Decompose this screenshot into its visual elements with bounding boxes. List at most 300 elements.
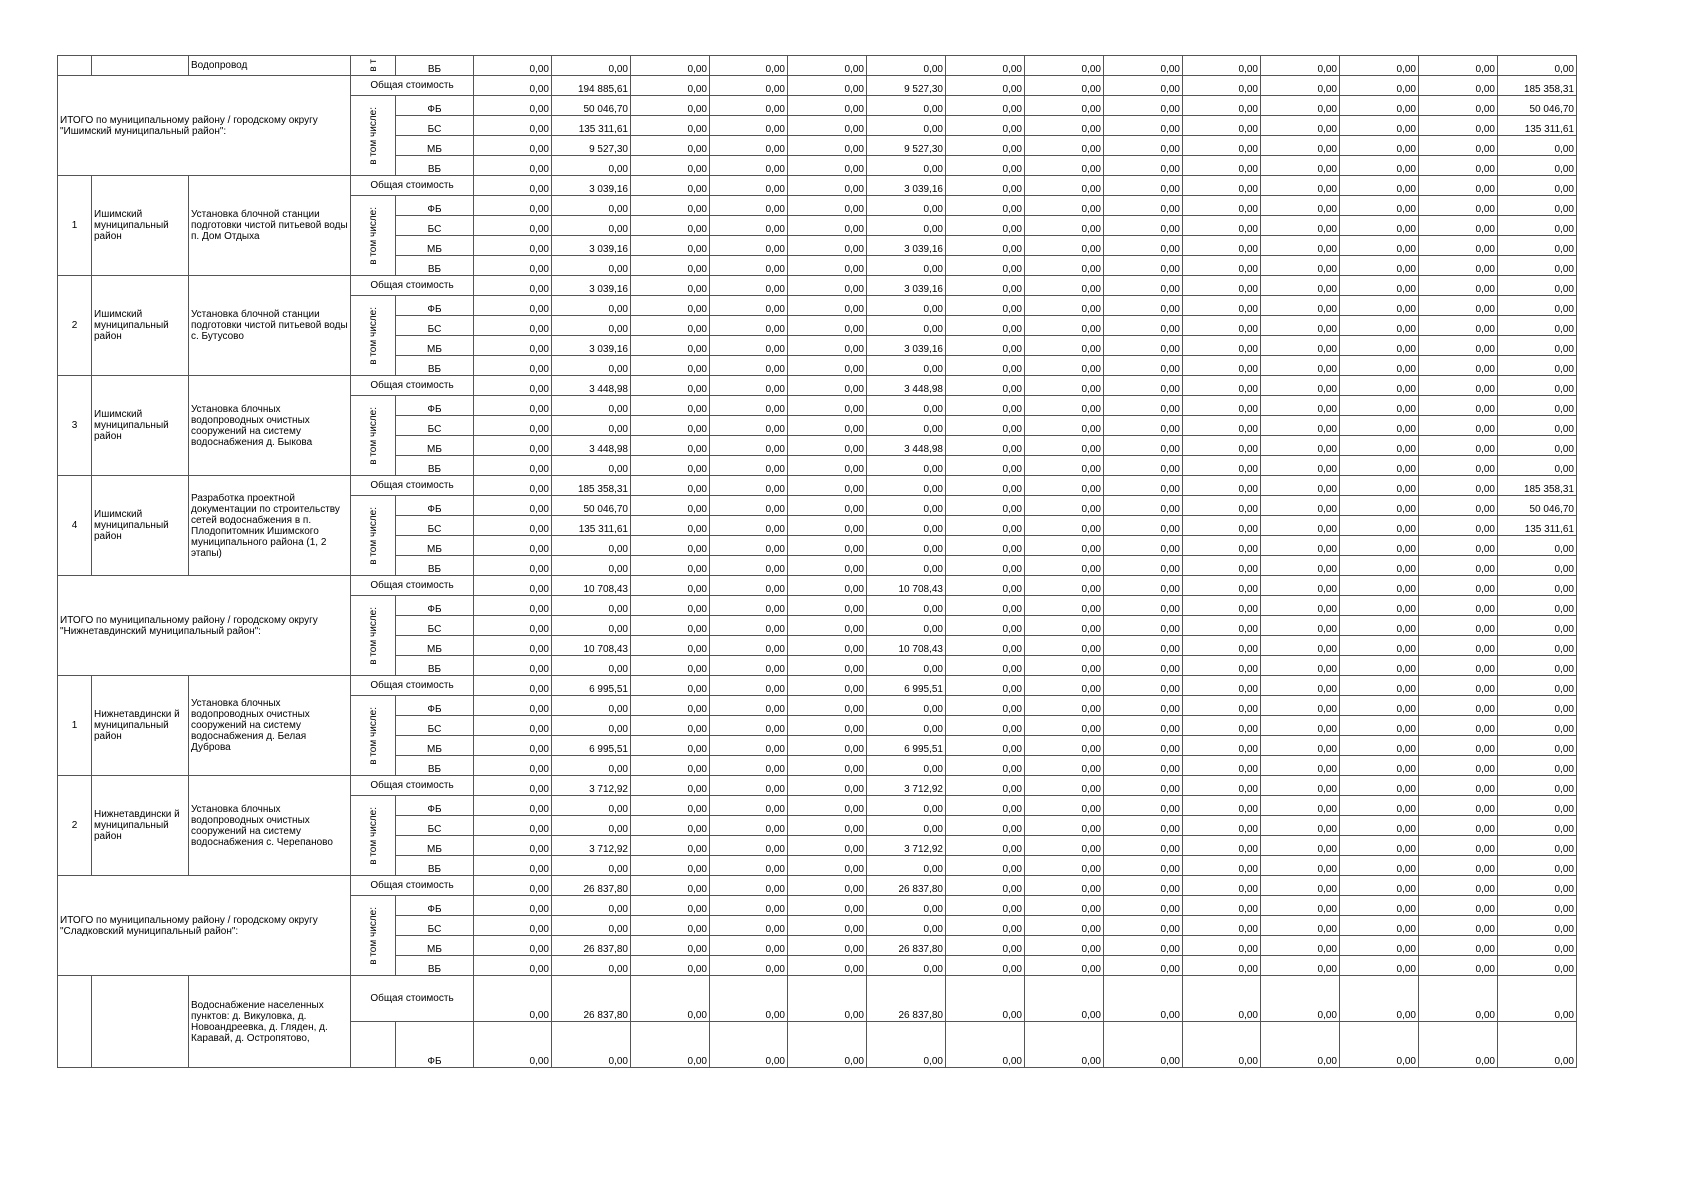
value-cell: 0,00 (1025, 916, 1104, 936)
value-cell: 0,00 (1183, 676, 1261, 696)
value-cell: 0,00 (1183, 256, 1261, 276)
total-title-cell: ИТОГО по муниципальному району / городскому округу "Ишимский муниципальный район": (58, 76, 351, 176)
value-cell: 0,00 (1498, 896, 1577, 916)
value-cell: 0,00 (1340, 796, 1419, 816)
value-cell: 0,00 (1025, 436, 1104, 456)
value-cell: 0,00 (710, 136, 788, 156)
value-cell: 0,00 (474, 836, 552, 856)
value-cell: 0,00 (474, 436, 552, 456)
value-cell: 0,00 (710, 656, 788, 676)
value-cell: 0,00 (474, 316, 552, 336)
value-cell: 0,00 (1183, 196, 1261, 216)
value-cell: 0,00 (1183, 316, 1261, 336)
value-cell: 0,00 (1340, 216, 1419, 236)
value-cell: 0,00 (1025, 396, 1104, 416)
value-cell: 0,00 (1025, 676, 1104, 696)
value-cell: 0,00 (631, 156, 710, 176)
value-cell: 0,00 (1340, 516, 1419, 536)
value-cell: 0,00 (946, 656, 1025, 676)
value-cell: 0,00 (1419, 196, 1498, 216)
value-cell: 0,00 (1498, 616, 1577, 636)
value-cell: 0,00 (1261, 836, 1340, 856)
value-cell: 0,00 (710, 756, 788, 776)
value-cell: 3 039,16 (867, 336, 946, 356)
value-cell: 0,00 (1261, 556, 1340, 576)
value-cell: 0,00 (1498, 336, 1577, 356)
value-cell: 0,00 (1419, 516, 1498, 536)
value-cell: 0,00 (1419, 956, 1498, 976)
value-cell: 0,00 (867, 456, 946, 476)
value-cell: 0,00 (867, 916, 946, 936)
value-cell: 0,00 (1261, 736, 1340, 756)
value-cell: 0,00 (1025, 836, 1104, 856)
value-cell: 9 527,30 (867, 76, 946, 96)
value-cell: 0,00 (946, 836, 1025, 856)
source-code-cell: БС (396, 716, 474, 736)
value-cell: 0,00 (710, 816, 788, 836)
value-cell: 0,00 (1183, 796, 1261, 816)
value-cell: 0,00 (474, 396, 552, 416)
value-cell: 0,00 (1498, 156, 1577, 176)
value-cell: 0,00 (1183, 496, 1261, 516)
value-cell: 0,00 (1498, 576, 1577, 596)
item-number-cell: 3 (58, 376, 92, 476)
value-cell: 0,00 (1261, 636, 1340, 656)
value-cell: 0,00 (1419, 476, 1498, 496)
value-cell: 0,00 (1183, 116, 1261, 136)
value-cell: 0,00 (474, 336, 552, 356)
table-row (58, 676, 1577, 696)
value-cell: 0,00 (946, 676, 1025, 696)
value-cell: 0,00 (1419, 176, 1498, 196)
value-cell: 0,00 (1104, 456, 1183, 476)
value-cell: 0,00 (788, 896, 867, 916)
value-cell: 3 039,16 (867, 236, 946, 256)
value-cell: 0,00 (1340, 156, 1419, 176)
including-label-cell (351, 296, 396, 376)
value-cell: 0,00 (1498, 976, 1577, 1022)
value-cell: 0,00 (788, 1022, 867, 1068)
value-cell: 0,00 (710, 116, 788, 136)
value-cell: 0,00 (946, 776, 1025, 796)
district-cell: Нижнетавдински й муниципальный район (92, 776, 189, 876)
value-cell: 0,00 (1261, 676, 1340, 696)
value-cell: 0,00 (1104, 796, 1183, 816)
value-cell: 0,00 (1419, 96, 1498, 116)
value-cell: 0,00 (710, 936, 788, 956)
value-cell: 0,00 (710, 196, 788, 216)
value-cell: 0,00 (1419, 656, 1498, 676)
value-cell: 0,00 (1261, 276, 1340, 296)
budget-table (57, 55, 1577, 1068)
source-code-cell: ВБ (396, 356, 474, 376)
value-cell: 0,00 (788, 576, 867, 596)
value-cell: 0,00 (867, 156, 946, 176)
value-cell: 0,00 (867, 296, 946, 316)
value-cell: 0,00 (1419, 896, 1498, 916)
value-cell: 0,00 (1419, 736, 1498, 756)
value-cell: 0,00 (788, 696, 867, 716)
source-code-cell: ВБ (396, 756, 474, 776)
value-cell: 0,00 (474, 956, 552, 976)
value-cell: 0,00 (1104, 956, 1183, 976)
value-cell: 0,00 (631, 696, 710, 716)
value-cell: 0,00 (474, 156, 552, 176)
value-cell: 0,00 (867, 656, 946, 676)
value-cell: 0,00 (1498, 956, 1577, 976)
object-name-cell: Установка блочных водопроводных очистных сооружений на систему водоснабжения д. Белая Дуброва (189, 676, 351, 776)
value-cell: 0,00 (631, 336, 710, 356)
value-cell: 3 448,98 (552, 376, 631, 396)
source-code-cell: БС (396, 916, 474, 936)
value-cell: 0,00 (1183, 916, 1261, 936)
value-cell: 0,00 (1104, 636, 1183, 656)
value-cell: 0,00 (1419, 416, 1498, 436)
including-label-cell (351, 796, 396, 876)
value-cell: 3 712,92 (552, 776, 631, 796)
value-cell: 0,00 (1261, 176, 1340, 196)
table-row (58, 476, 1577, 496)
value-cell: 0,00 (1025, 616, 1104, 636)
value-cell: 0,00 (631, 256, 710, 276)
value-cell: 0,00 (1419, 356, 1498, 376)
value-cell: 9 527,30 (552, 136, 631, 156)
value-cell: 0,00 (1104, 436, 1183, 456)
value-cell: 0,00 (1261, 856, 1340, 876)
value-cell: 0,00 (1104, 136, 1183, 156)
value-cell: 0,00 (474, 876, 552, 896)
including-label: в том числе: (367, 906, 379, 965)
source-code-cell: ВБ (396, 556, 474, 576)
value-cell: 0,00 (631, 316, 710, 336)
value-cell: 0,00 (788, 316, 867, 336)
value-cell: 0,00 (1183, 476, 1261, 496)
value-cell: 0,00 (1104, 576, 1183, 596)
table-row (58, 976, 1577, 1022)
value-cell: 0,00 (1104, 896, 1183, 916)
value-cell: 0,00 (1261, 716, 1340, 736)
source-code-cell: МБ (396, 836, 474, 856)
value-cell: 0,00 (1340, 456, 1419, 476)
value-cell: 0,00 (1025, 176, 1104, 196)
value-cell: 0,00 (474, 376, 552, 396)
value-cell: 0,00 (1025, 716, 1104, 736)
value-cell: 0,00 (1183, 716, 1261, 736)
value-cell: 0,00 (788, 396, 867, 416)
value-cell: 0,00 (1104, 736, 1183, 756)
value-cell: 0,00 (552, 756, 631, 776)
value-cell: 0,00 (788, 796, 867, 816)
value-cell: 0,00 (710, 456, 788, 476)
value-cell: 0,00 (788, 376, 867, 396)
including-label: в том числе: (367, 806, 379, 865)
value-cell: 0,00 (1419, 816, 1498, 836)
value-cell: 0,00 (946, 536, 1025, 556)
value-cell: 0,00 (474, 456, 552, 476)
value-cell: 0,00 (1025, 976, 1104, 1022)
value-cell: 0,00 (867, 596, 946, 616)
total-title-cell: ИТОГО по муниципальному району / городскому округу "Сладковский муниципальный район": (58, 876, 351, 976)
item-number-cell: 1 (58, 176, 92, 276)
value-cell: 0,00 (710, 876, 788, 896)
value-cell: 0,00 (867, 476, 946, 496)
value-cell: 0,00 (867, 416, 946, 436)
value-cell: 0,00 (946, 796, 1025, 816)
value-cell: 0,00 (631, 116, 710, 136)
value-cell: 0,00 (788, 516, 867, 536)
value-cell: 0,00 (631, 816, 710, 836)
value-cell: 0,00 (788, 436, 867, 456)
value-cell: 0,00 (552, 316, 631, 336)
value-cell: 0,00 (1183, 816, 1261, 836)
value-cell: 0,00 (1025, 736, 1104, 756)
value-cell: 135 311,61 (552, 516, 631, 536)
value-cell: 0,00 (552, 856, 631, 876)
value-cell: 26 837,80 (552, 976, 631, 1022)
value-cell: 0,00 (1025, 576, 1104, 596)
value-cell: 0,00 (1419, 596, 1498, 616)
value-cell: 0,00 (631, 656, 710, 676)
value-cell: 50 046,70 (552, 96, 631, 116)
value-cell: 0,00 (552, 696, 631, 716)
including-label-cell (351, 396, 396, 476)
value-cell: 0,00 (631, 876, 710, 896)
value-cell: 0,00 (788, 136, 867, 156)
value-cell: 0,00 (1261, 416, 1340, 436)
value-cell: 0,00 (946, 136, 1025, 156)
value-cell: 0,00 (1025, 896, 1104, 916)
value-cell: 0,00 (552, 256, 631, 276)
value-cell: 0,00 (1261, 696, 1340, 716)
value-cell: 0,00 (1025, 756, 1104, 776)
value-cell: 0,00 (710, 976, 788, 1022)
value-cell: 0,00 (1498, 56, 1577, 76)
value-cell: 0,00 (1498, 936, 1577, 956)
value-cell: 0,00 (631, 716, 710, 736)
value-cell: 0,00 (710, 596, 788, 616)
value-cell: 0,00 (946, 556, 1025, 576)
value-cell: 0,00 (788, 776, 867, 796)
value-cell: 0,00 (946, 216, 1025, 236)
value-cell: 0,00 (1498, 836, 1577, 856)
value-cell: 0,00 (631, 96, 710, 116)
value-cell: 0,00 (1183, 96, 1261, 116)
value-cell: 0,00 (1261, 956, 1340, 976)
value-cell: 0,00 (1498, 636, 1577, 656)
value-cell: 0,00 (946, 416, 1025, 436)
value-cell: 0,00 (1340, 476, 1419, 496)
value-cell: 0,00 (1498, 296, 1577, 316)
value-cell: 0,00 (710, 896, 788, 916)
including-label: в том числе: (367, 306, 379, 365)
value-cell: 0,00 (710, 836, 788, 856)
value-cell: 0,00 (1340, 376, 1419, 396)
value-cell: 0,00 (867, 696, 946, 716)
value-cell: 0,00 (631, 916, 710, 936)
value-cell: 0,00 (867, 116, 946, 136)
source-code-cell: ФБ (396, 1022, 474, 1068)
value-cell: 0,00 (1340, 136, 1419, 156)
value-cell: 0,00 (710, 916, 788, 936)
value-cell: 0,00 (710, 256, 788, 276)
value-cell: 0,00 (1025, 156, 1104, 176)
value-cell: 3 712,92 (867, 836, 946, 856)
value-cell: 0,00 (631, 276, 710, 296)
value-cell: 0,00 (1419, 976, 1498, 1022)
value-cell: 0,00 (1261, 876, 1340, 896)
value-cell: 0,00 (1261, 296, 1340, 316)
total-row (58, 76, 1577, 96)
value-cell: 0,00 (1104, 216, 1183, 236)
value-cell: 0,00 (1261, 76, 1340, 96)
value-cell: 0,00 (867, 796, 946, 816)
value-cell: 0,00 (474, 496, 552, 516)
value-cell: 0,00 (946, 96, 1025, 116)
value-cell: 0,00 (788, 616, 867, 636)
source-code-cell: ВБ (396, 156, 474, 176)
value-cell: 0,00 (1261, 796, 1340, 816)
value-cell: 0,00 (867, 196, 946, 216)
value-cell: 10 708,43 (867, 576, 946, 596)
value-cell: 0,00 (552, 156, 631, 176)
value-cell: 0,00 (1025, 136, 1104, 156)
value-cell: 0,00 (1419, 316, 1498, 336)
value-cell: 0,00 (710, 776, 788, 796)
value-cell: 0,00 (1104, 276, 1183, 296)
value-cell: 0,00 (1183, 296, 1261, 316)
value-cell: 0,00 (1183, 416, 1261, 436)
value-cell: 0,00 (552, 356, 631, 376)
value-cell: 0,00 (1498, 856, 1577, 876)
district-cell: Ишимский муниципальный район (92, 476, 189, 576)
source-code-cell: МБ (396, 336, 474, 356)
value-cell: 0,00 (552, 296, 631, 316)
value-cell: 0,00 (1025, 936, 1104, 956)
value-cell: 0,00 (1104, 556, 1183, 576)
value-cell: 0,00 (552, 716, 631, 736)
value-cell: 0,00 (1025, 336, 1104, 356)
value-cell: 0,00 (1104, 936, 1183, 956)
including-label-cell (351, 196, 396, 276)
value-cell: 0,00 (1498, 756, 1577, 776)
value-cell: 0,00 (1183, 776, 1261, 796)
value-cell: 0,00 (1261, 156, 1340, 176)
value-cell: 0,00 (474, 936, 552, 956)
value-cell: 0,00 (1104, 616, 1183, 636)
value-cell: 0,00 (946, 616, 1025, 636)
value-cell: 0,00 (474, 696, 552, 716)
object-name-cell: Установка блочной станции подготовки чистой питьевой воды с. Бутусово (189, 276, 351, 376)
object-name-cell: Установка блочных водопроводных очистных сооружений на систему водоснабжения д. Быкова (189, 376, 351, 476)
value-cell: 0,00 (1261, 236, 1340, 256)
value-cell: 0,00 (788, 236, 867, 256)
value-cell: 0,00 (1025, 316, 1104, 336)
value-cell: 0,00 (946, 256, 1025, 276)
value-cell: 0,00 (1104, 656, 1183, 676)
value-cell: 0,00 (1104, 776, 1183, 796)
value-cell: 50 046,70 (1498, 96, 1577, 116)
value-cell: 0,00 (474, 516, 552, 536)
item-number-cell: 4 (58, 476, 92, 576)
value-cell: 0,00 (1025, 456, 1104, 476)
value-cell: 0,00 (631, 196, 710, 216)
value-cell: 0,00 (1419, 876, 1498, 896)
value-cell: 0,00 (1419, 616, 1498, 636)
value-cell: 0,00 (946, 976, 1025, 1022)
value-cell: 0,00 (631, 976, 710, 1022)
value-cell: 0,00 (1104, 856, 1183, 876)
value-cell: 0,00 (1104, 96, 1183, 116)
value-cell: 0,00 (1104, 496, 1183, 516)
value-cell: 185 358,31 (1498, 476, 1577, 496)
value-cell: 0,00 (631, 956, 710, 976)
source-code-cell: ФБ (396, 396, 474, 416)
value-cell: 0,00 (1340, 836, 1419, 856)
value-cell: 0,00 (1025, 516, 1104, 536)
general-cost-label: Общая стоимость (351, 376, 474, 396)
value-cell: 3 039,16 (552, 336, 631, 356)
value-cell: 0,00 (788, 116, 867, 136)
source-code-cell: МБ (396, 736, 474, 756)
value-cell: 0,00 (631, 176, 710, 196)
value-cell: 0,00 (1183, 636, 1261, 656)
value-cell: 0,00 (474, 56, 552, 76)
value-cell: 0,00 (710, 636, 788, 656)
value-cell: 0,00 (710, 436, 788, 456)
value-cell: 0,00 (1183, 396, 1261, 416)
value-cell: 0,00 (1025, 816, 1104, 836)
value-cell: 0,00 (1183, 576, 1261, 596)
value-cell: 0,00 (1419, 136, 1498, 156)
value-cell: 3 039,16 (867, 176, 946, 196)
value-cell: 0,00 (1498, 396, 1577, 416)
value-cell: 0,00 (1183, 516, 1261, 536)
value-cell: 0,00 (1104, 176, 1183, 196)
value-cell: 0,00 (1261, 136, 1340, 156)
value-cell: 0,00 (867, 716, 946, 736)
value-cell: 6 995,51 (867, 736, 946, 756)
value-cell: 0,00 (1183, 336, 1261, 356)
value-cell: 0,00 (1183, 876, 1261, 896)
value-cell: 0,00 (1498, 416, 1577, 436)
value-cell: 0,00 (1340, 496, 1419, 516)
value-cell: 6 995,51 (867, 676, 946, 696)
value-cell: 0,00 (1183, 656, 1261, 676)
value-cell: 0,00 (1498, 456, 1577, 476)
table-row (58, 276, 1577, 296)
value-cell: 185 358,31 (552, 476, 631, 496)
source-code-cell: БС (396, 316, 474, 336)
value-cell: 0,00 (946, 816, 1025, 836)
value-cell: 3 448,98 (552, 436, 631, 456)
value-cell: 0,00 (1340, 336, 1419, 356)
value-cell: 0,00 (1183, 896, 1261, 916)
value-cell: 0,00 (1340, 256, 1419, 276)
value-cell: 0,00 (867, 616, 946, 636)
value-cell: 0,00 (1498, 596, 1577, 616)
value-cell: 0,00 (1183, 556, 1261, 576)
value-cell: 0,00 (1025, 216, 1104, 236)
value-cell: 0,00 (788, 536, 867, 556)
value-cell: 0,00 (788, 356, 867, 376)
value-cell: 0,00 (710, 336, 788, 356)
value-cell: 0,00 (946, 496, 1025, 516)
value-cell: 0,00 (710, 276, 788, 296)
value-cell: 0,00 (1498, 536, 1577, 556)
value-cell: 0,00 (1340, 956, 1419, 976)
district-cell: Ишимский муниципальный район (92, 376, 189, 476)
value-cell: 0,00 (1419, 76, 1498, 96)
